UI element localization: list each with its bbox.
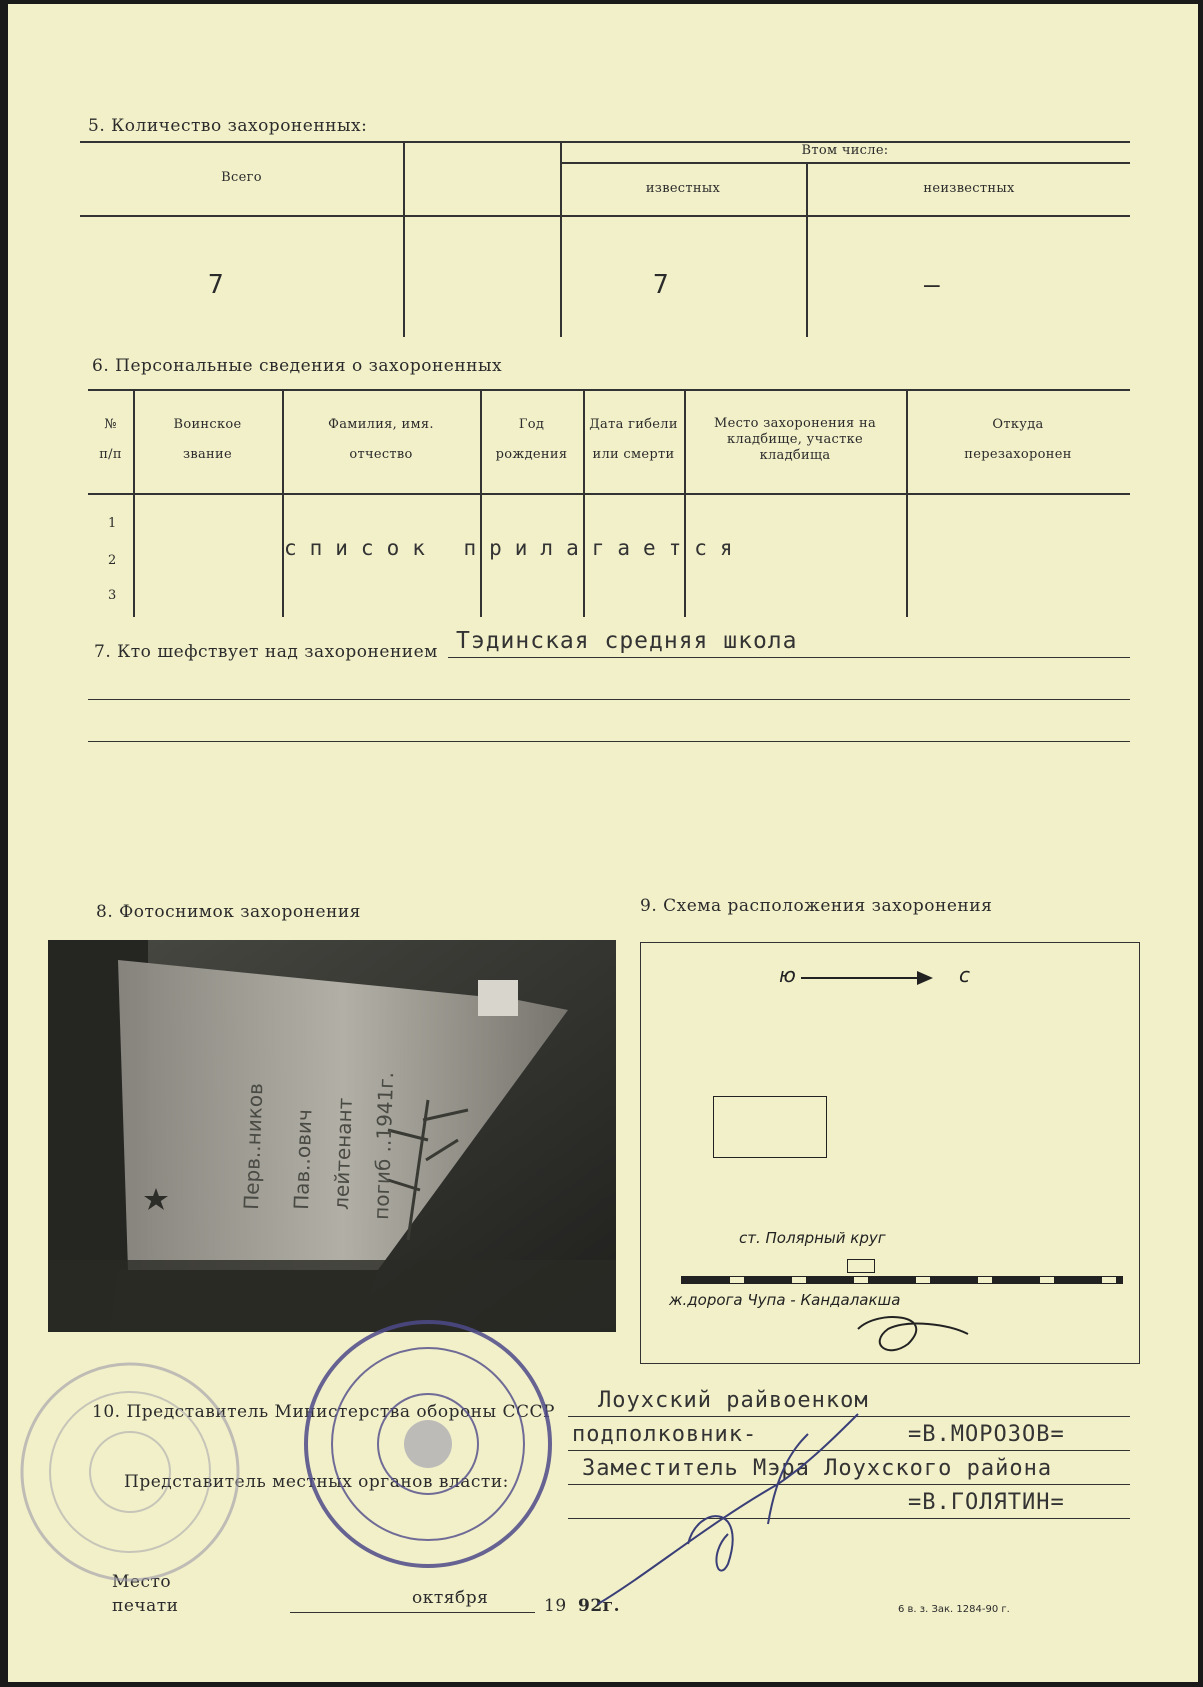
count-total: 7: [208, 270, 224, 300]
row-number: 1: [108, 516, 117, 531]
section8-title: 8. Фотоснимок захоронения: [96, 902, 361, 922]
patron-value: Тэдинская средняя школа: [456, 628, 798, 654]
header-burial-place: Место захоронения на кладбище, участке кладбища: [713, 416, 877, 463]
header-including: Втом числе:: [801, 143, 889, 158]
svg-text:лейтенант: лейтенант: [329, 1097, 357, 1211]
rep-ministry-value: Лоухский райвоенком: [598, 1388, 869, 1413]
burial-photo: [48, 940, 616, 1352]
date-month: октября: [412, 1588, 489, 1608]
rep-local-value: Заместитель Мэра Лоухского района: [582, 1456, 1053, 1481]
handwritten-signature-icon: [598, 1414, 858, 1604]
attached-list-note: список прилагается: [284, 536, 746, 560]
header-known: известных: [645, 181, 721, 196]
document-sheet: [8, 4, 1198, 1682]
svg-text:погиб ..1941г.: погиб ..1941г.: [369, 1071, 399, 1221]
row-number: 3: [108, 588, 117, 603]
header-birth-year: Год рождения: [495, 417, 568, 462]
direction-arrow-shaft: [801, 977, 921, 979]
header-name: Фамилия, имя. отчество: [328, 417, 434, 462]
blank-line: [88, 741, 1130, 742]
count-known: 7: [653, 270, 669, 300]
blank-line: [88, 699, 1130, 700]
year-suffix: 92г.: [578, 1596, 620, 1616]
location-scheme: [640, 942, 1140, 1364]
table5-header-border: [80, 215, 1130, 217]
morozov-signature-icon: [858, 1317, 968, 1350]
svg-text:Перв..ников: Перв..ников: [239, 1082, 268, 1211]
section7-label: 7. Кто шефствует над захоронением: [94, 642, 438, 662]
year-prefix: 19: [544, 1596, 567, 1616]
header-no: № п/п: [99, 417, 122, 462]
rep-local-label: Представитель местных органов власти:: [124, 1472, 509, 1492]
table6-top-border: [88, 389, 1130, 391]
section6-title: 6. Персональные сведения о захороненных: [92, 356, 503, 376]
header-death-date: Дата гибели или смерти: [589, 417, 678, 462]
print-info: 6 в. з. Зак. 1284-90 г.: [898, 1604, 1010, 1615]
station-marker: [847, 1259, 875, 1273]
table5-sub-border: [560, 162, 1130, 164]
section9-title: 9. Схема расположения захоронения: [640, 896, 993, 916]
patron-underline: [448, 657, 1130, 658]
header-reburied-from: Откуда перезахоронен: [964, 417, 1072, 462]
svg-text:Пав..ович: Пав..ович: [289, 1108, 317, 1211]
burial-site-marker: [713, 1096, 827, 1158]
railway-line: [681, 1276, 1123, 1284]
stamps-and-signatures: [8, 1304, 1198, 1682]
rep-ministry-label: 10. Представитель Министерства обороны СССР: [92, 1402, 555, 1422]
rep-local-name: =В.ГОЛЯТИН=: [908, 1490, 1065, 1515]
north-label: с: [959, 963, 970, 987]
railway-label: ж.дорога Чупа - Кандалакша: [669, 1291, 901, 1309]
header-total: Всего: [221, 170, 262, 185]
table5-divider: [560, 141, 562, 337]
rep-ministry-name: =В.МОРОЗОВ=: [908, 1422, 1065, 1447]
south-label: ю: [779, 963, 796, 987]
header-unknown: неизвестных: [923, 181, 1015, 196]
header-rank: Воинское звание: [173, 417, 242, 462]
station-label: ст. Полярный круг: [739, 1229, 886, 1247]
section5-title: 5. Количество захороненных:: [88, 116, 368, 136]
rep-ministry-role: подполковник-: [572, 1422, 758, 1447]
count-unknown: –: [924, 270, 940, 300]
table5-divider: [403, 141, 405, 337]
military-commissariat-stamp-icon: [22, 1364, 238, 1580]
stamp-place-label-1: Место: [112, 1572, 172, 1592]
direction-arrow-head-icon: [917, 971, 933, 985]
stamp-place-label-2: печати: [112, 1596, 179, 1616]
table6-header-border: [88, 493, 1130, 495]
row-number: 2: [108, 553, 117, 568]
